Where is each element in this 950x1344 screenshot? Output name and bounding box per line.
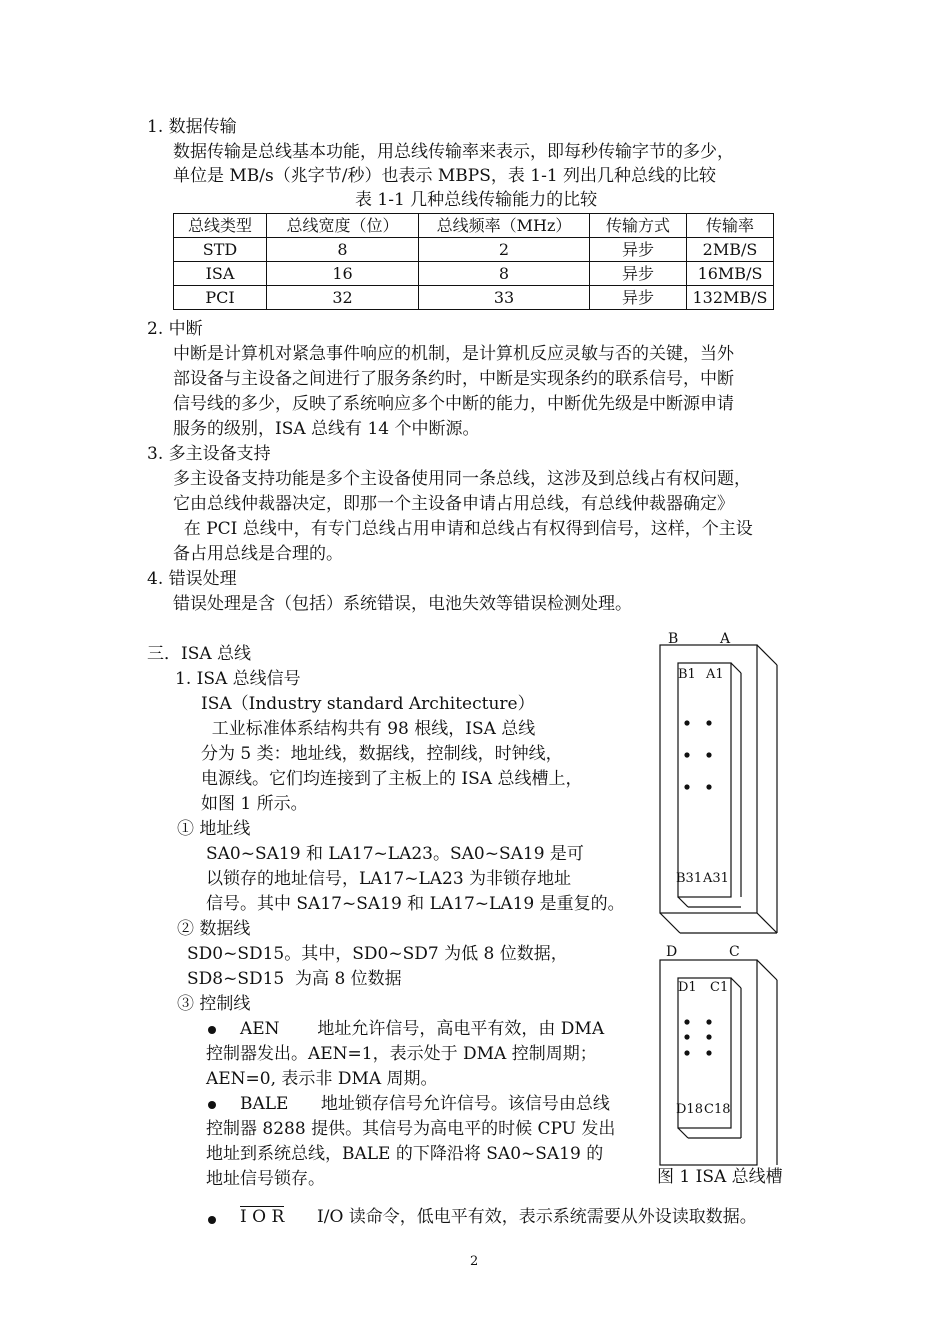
bullet-icon	[208, 1026, 216, 1034]
ior-signal	[240, 1205, 284, 1229]
data-line-2: SD8~SD15 为高 8 位数据	[187, 969, 402, 989]
isa-subheading: 1. ISA 总线信号	[175, 669, 301, 689]
aen-line-3: AEN=0, 表示非 DMA 周期。	[206, 1069, 438, 1089]
data-lines-heading: ② 数据线	[177, 919, 251, 939]
table-cell: 2MB/S	[687, 238, 774, 262]
isa-intro-line-3: 电源线。它们均连接到了主板上的 ISA 总线槽上，	[201, 769, 583, 789]
top-slot-inner	[678, 663, 731, 897]
table-cell: PCI	[174, 286, 267, 310]
section-1-line-1: 数据传输是总线基本功能，用总线传输率来表示，即每秒传输字节的多少，	[173, 142, 734, 162]
section-4-line-1: 错误处理是含（包括）系统错误，电池失效等错误检测处理。	[173, 594, 632, 614]
table-cell: 8	[267, 238, 419, 262]
table-header-cell: 总线类型	[174, 214, 267, 238]
table-caption: 表 1-1 几种总线传输能力的比较	[355, 190, 598, 210]
table-header-cell: 总线频率（MHz）	[419, 214, 590, 238]
section-4-heading: 4. 错误处理	[147, 569, 237, 589]
section-3-line-2: 它由总线仲裁器决定，即那一个主设备申请占用总线，有总线仲裁器确定》	[173, 494, 734, 514]
bale-line-1: BALE 地址锁存信号允许信号。该信号由总线	[240, 1094, 610, 1114]
table-cell: 8	[419, 262, 590, 286]
address-lines-heading: ① 地址线	[177, 819, 251, 839]
isa-heading: 三．ISA 总线	[147, 644, 252, 664]
isa-slot-figure	[640, 625, 800, 1185]
table-header-cell: 总线宽度（位）	[267, 214, 419, 238]
ior-description: I/O 读命令，低电平有效，表示系统需要从外设读取数据。	[317, 1207, 757, 1227]
label-c: C	[729, 944, 740, 960]
bullet-icon	[208, 1216, 216, 1224]
table-cell: STD	[174, 238, 267, 262]
table-cell: ISA	[174, 262, 267, 286]
address-line-3: 信号。其中 SA17~SA19 和 LA17~LA19 是重复的。	[206, 894, 625, 914]
isa-intro-line-1: 工业标准体系结构共有 98 根线，ISA 总线	[201, 719, 536, 739]
section-3-heading: 3. 多主设备支持	[147, 444, 271, 464]
table-cell: 33	[419, 286, 590, 310]
table-header-cell: 传输方式	[590, 214, 687, 238]
table-header-cell: 传输率	[687, 214, 774, 238]
section-1-line-2: 单位是 MB/s（兆字节/秒）也表示 MBPS，表 1-1 列出几种总线的比较	[173, 166, 717, 186]
page-number: 2	[470, 1254, 479, 1269]
table-cell: 2	[419, 238, 590, 262]
table-cell: 异步	[590, 262, 687, 286]
section-2-heading: 2. 中断	[147, 319, 203, 339]
label-b1: B1	[678, 667, 696, 682]
aen-line-1: AEN 地址允许信号，高电平有效，由 DMA	[240, 1019, 605, 1039]
data-line-1: SD0~SD15。其中，SD0~SD7 为低 8 位数据，	[187, 944, 568, 964]
table-cell: 16MB/S	[687, 262, 774, 286]
label-c1: C1	[710, 980, 729, 995]
section-2-line-4: 服务的级别，ISA 总线有 14 个中断源。	[173, 419, 480, 439]
label-d1: D1	[678, 980, 697, 995]
isa-intro-line-2: 分为 5 类：地址线，数据线，控制线，时钟线，	[201, 744, 563, 764]
section-1-heading: 1. 数据传输	[147, 117, 237, 137]
label-d: D	[666, 944, 678, 960]
table-cell: 132MB/S	[687, 286, 774, 310]
ior-signal-name: I O R	[240, 1207, 285, 1227]
label-c18: C18	[704, 1102, 731, 1117]
figure-caption: 图 1 ISA 总线槽	[657, 1167, 783, 1187]
address-line-1: SA0~SA19 和 LA17~LA23。SA0~SA19 是可	[206, 844, 584, 864]
address-line-2: 以锁存的地址信号，LA17~LA23 为非锁存地址	[206, 869, 572, 889]
isa-intro-line-4: 如图 1 所示。	[201, 794, 308, 814]
bullet-icon	[208, 1101, 216, 1109]
table-cell: 32	[267, 286, 419, 310]
bale-line-2: 控制器 8288 提供。其信号为高电平的时候 CPU 发出	[206, 1119, 616, 1139]
bottom-slot-outer	[660, 960, 757, 1165]
section-2-line-3: 信号线的多少，反映了系统响应多个中断的能力，中断优先级是中断源申请	[173, 394, 734, 414]
pin-dots	[684, 720, 711, 1055]
label-a31: A31	[703, 871, 729, 886]
table-cell: 异步	[590, 238, 687, 262]
label-a: A	[720, 631, 731, 647]
bale-line-4: 地址信号锁存。	[206, 1169, 325, 1189]
bale-line-3: 地址到系统总线，BALE 的下降沿将 SA0~SA19 的	[206, 1144, 604, 1164]
table-row	[174, 238, 774, 262]
table-row	[174, 262, 774, 286]
isa-full-name: ISA（Industry standard Architecture）	[201, 694, 535, 714]
table-cell: 异步	[590, 286, 687, 310]
label-a1: A1	[706, 667, 724, 682]
table-cell: 16	[267, 262, 419, 286]
bus-comparison-table	[173, 213, 774, 310]
section-2-line-1: 中断是计算机对紧急事件响应的机制，是计算机反应灵敏与否的关键，当外	[173, 344, 734, 364]
aen-line-2: 控制器发出。AEN=1，表示处于 DMA 控制周期；	[206, 1044, 597, 1064]
label-b31: B31	[676, 871, 703, 886]
table-row	[174, 286, 774, 310]
section-3-line-3: 在 PCI 总线中，有专门总线占用申请和总线占有权得到信号，这样，个主设	[173, 519, 753, 539]
table-header-row	[174, 214, 774, 238]
label-d18: D18	[676, 1102, 703, 1117]
label-b: B	[668, 631, 679, 647]
section-2-line-2: 部设备与主设备之间进行了服务条约时，中断是实现条约的联系信号，中断	[173, 369, 734, 389]
section-3-line-1: 多主设备支持功能是多个主设备使用同一条总线，这涉及到总线占有权问题，	[173, 469, 751, 489]
control-lines-heading: ③ 控制线	[177, 994, 251, 1014]
section-3-line-4: 备占用总线是合理的。	[173, 544, 343, 564]
